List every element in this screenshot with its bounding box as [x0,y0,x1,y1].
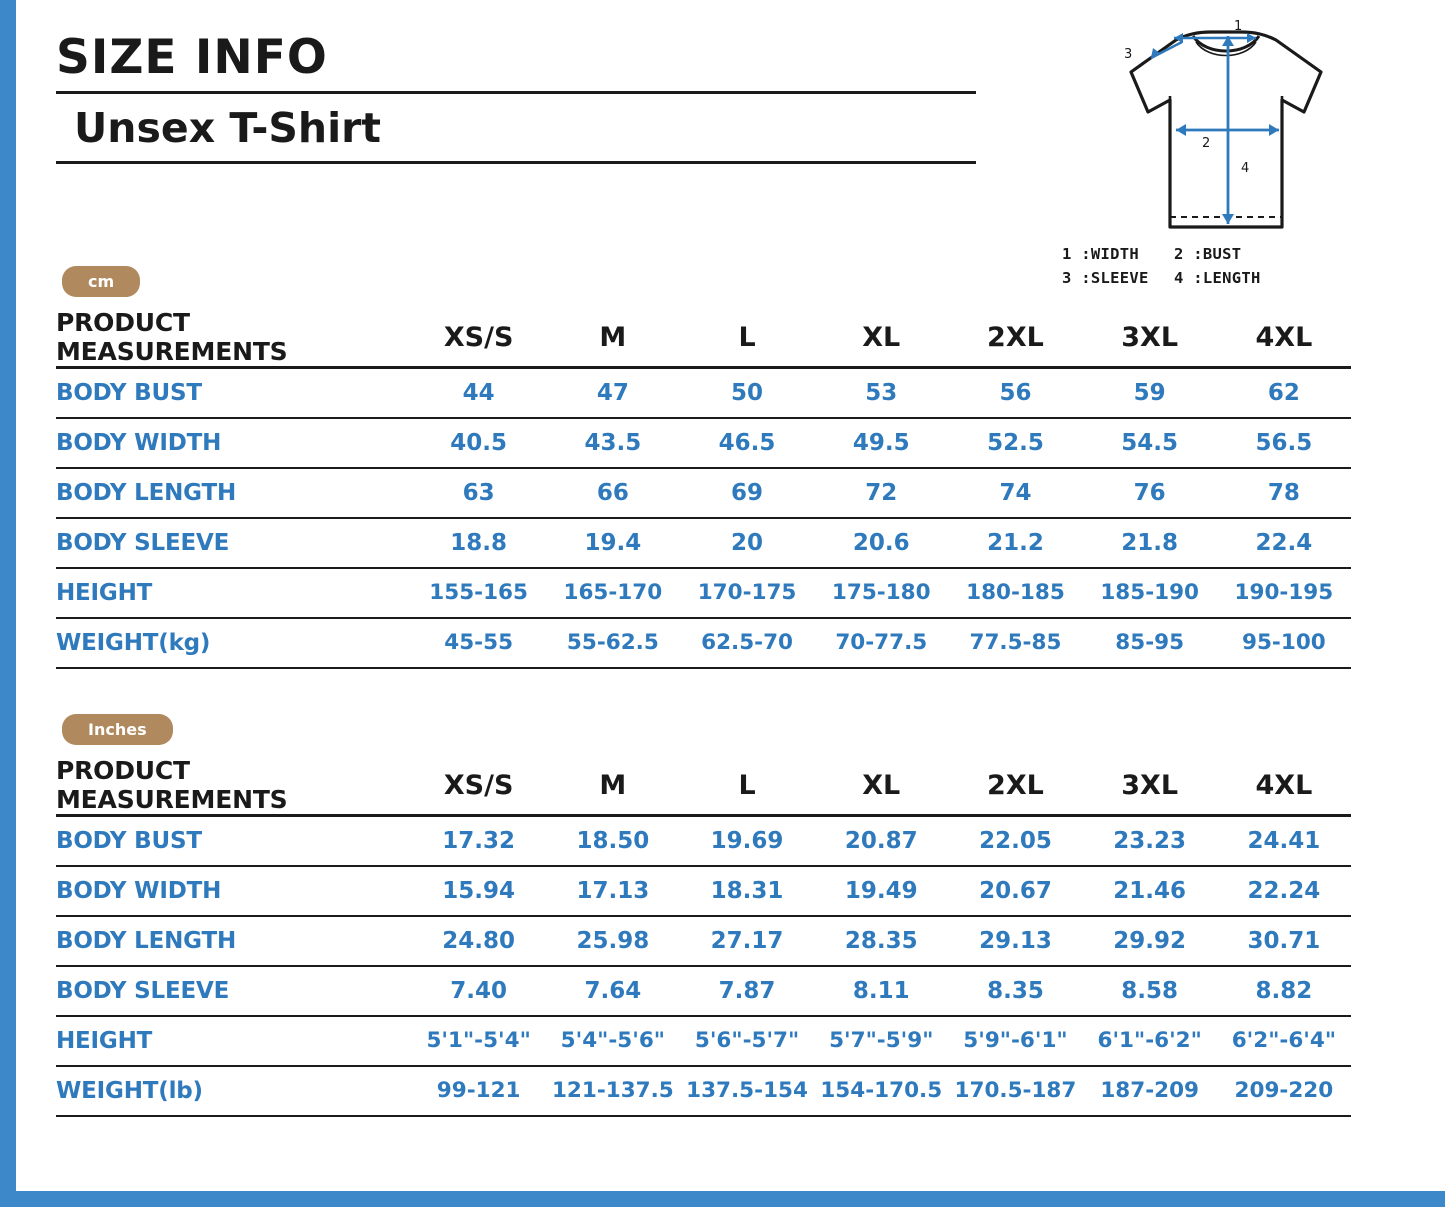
size-table-cm [56,308,1351,669]
row-label: BODY SLEEVE [56,966,412,1016]
cell-value: 19.4 [546,518,680,568]
cell-value: 5'7"-5'9" [814,1016,948,1066]
column-header-xl: XL [814,756,948,816]
unit-badge-cm-wrap [62,266,140,297]
bottom-accent-bar [0,1191,1445,1207]
cell-value: 5'1"-5'4" [412,1016,546,1066]
cell-value: 187-209 [1083,1066,1217,1116]
cell-value: 47 [546,368,680,418]
cell-value: 21.8 [1083,518,1217,568]
unit-badge-inches: Inches [62,714,173,745]
column-header-2xl: 2XL [948,308,1082,368]
legend-item-length: 4 :LENGTH [1174,269,1261,288]
cell-value: 5'4"-5'6" [546,1016,680,1066]
column-header-xs-s: XS/S [412,756,546,816]
table-row [56,866,1351,916]
row-label: BODY SLEEVE [56,518,412,568]
table-row [56,1016,1351,1066]
row-label: BODY BUST [56,368,412,418]
size-chart-page [16,0,1429,1191]
unit-badge-inches-wrap [62,714,173,745]
column-header-measurements: PRODUCT MEASUREMENTS [56,308,412,368]
legend-item-sleeve: 3 :SLEEVE [1062,269,1149,288]
legend-row-1 [1062,242,1261,266]
cell-value: 85-95 [1083,618,1217,668]
table-row [56,368,1351,418]
legend-row-2 [1062,266,1261,290]
column-header-measurements: PRODUCT MEASUREMENTS [56,756,412,816]
cell-value: 23.23 [1083,816,1217,866]
cell-value: 17.32 [412,816,546,866]
column-header-xs-s: XS/S [412,308,546,368]
table-row [56,418,1351,468]
cell-value: 18.8 [412,518,546,568]
cell-value: 7.87 [680,966,814,1016]
cell-value: 19.49 [814,866,948,916]
cell-value: 66 [546,468,680,518]
column-header-4xl: 4XL [1217,756,1351,816]
cell-value: 18.31 [680,866,814,916]
unit-badge-cm: cm [62,266,140,297]
cell-value: 70-77.5 [814,618,948,668]
cell-value: 21.46 [1083,866,1217,916]
table-row [56,618,1351,668]
legend-item-bust: 2 :BUST [1174,245,1242,263]
cell-value: 76 [1083,468,1217,518]
cell-value: 95-100 [1217,618,1351,668]
svg-text:4: 4 [1241,161,1250,176]
cell-value: 59 [1083,368,1217,418]
cell-value: 7.40 [412,966,546,1016]
cell-value: 17.13 [546,866,680,916]
cell-value: 78 [1217,468,1351,518]
cell-value: 7.64 [546,966,680,1016]
legend-item-width: 1 :WIDTH [1062,245,1140,263]
column-header-3xl: 3XL [1083,756,1217,816]
row-label: BODY WIDTH [56,418,412,468]
cell-value: 8.58 [1083,966,1217,1016]
row-label: WEIGHT(lb) [56,1066,412,1116]
row-label: WEIGHT(kg) [56,618,412,668]
cell-value: 8.82 [1217,966,1351,1016]
cell-value: 165-170 [546,568,680,618]
size-table-inches [56,756,1351,1117]
cell-value: 154-170.5 [814,1066,948,1116]
cell-value: 209-220 [1217,1066,1351,1116]
cell-value: 190-195 [1217,568,1351,618]
left-accent-bar [0,0,16,1207]
column-header-2xl: 2XL [948,756,1082,816]
cell-value: 19.69 [680,816,814,866]
table-row [56,1066,1351,1116]
cell-value: 69 [680,468,814,518]
cell-value: 21.2 [948,518,1082,568]
cell-value: 20.67 [948,866,1082,916]
cell-value: 180-185 [948,568,1082,618]
cell-value: 121-137.5 [546,1066,680,1116]
cell-value: 22.24 [1217,866,1351,916]
cell-value: 30.71 [1217,916,1351,966]
column-header-xl: XL [814,308,948,368]
svg-text:3: 3 [1124,47,1133,62]
cell-value: 28.35 [814,916,948,966]
row-label: BODY WIDTH [56,866,412,916]
cell-value: 6'1"-6'2" [1083,1016,1217,1066]
cell-value: 22.4 [1217,518,1351,568]
cell-value: 5'9"-6'1" [948,1016,1082,1066]
page-title: SIZE INFO [56,30,328,85]
table-row [56,966,1351,1016]
cell-value: 52.5 [948,418,1082,468]
cell-value: 25.98 [546,916,680,966]
column-header-l: L [680,308,814,368]
svg-text:2: 2 [1202,136,1211,151]
page-subtitle: Unsex T-Shirt [74,104,381,152]
title-divider-bottom [56,161,976,164]
cell-value: 8.35 [948,966,1082,1016]
cell-value: 77.5-85 [948,618,1082,668]
cell-value: 155-165 [412,568,546,618]
cell-value: 29.13 [948,916,1082,966]
cell-value: 99-121 [412,1066,546,1116]
column-header-3xl: 3XL [1083,308,1217,368]
table-row [56,468,1351,518]
cell-value: 170.5-187 [948,1066,1082,1116]
row-label: HEIGHT [56,568,412,618]
cell-value: 6'2"-6'4" [1217,1016,1351,1066]
row-label: BODY LENGTH [56,468,412,518]
cell-value: 63 [412,468,546,518]
table-row [56,518,1351,568]
row-label: BODY LENGTH [56,916,412,966]
cell-value: 43.5 [546,418,680,468]
table-row [56,916,1351,966]
row-label: BODY BUST [56,816,412,866]
cell-value: 29.92 [1083,916,1217,966]
cell-value: 49.5 [814,418,948,468]
cell-value: 62 [1217,368,1351,418]
column-header-m: M [546,308,680,368]
cell-value: 20.6 [814,518,948,568]
cell-value: 72 [814,468,948,518]
table-row [56,816,1351,866]
cell-value: 20.87 [814,816,948,866]
column-header-4xl: 4XL [1217,308,1351,368]
table-row [56,568,1351,618]
diagram-legend [1062,242,1261,290]
cell-value: 5'6"-5'7" [680,1016,814,1066]
cell-value: 20 [680,518,814,568]
cell-value: 18.50 [546,816,680,866]
cell-value: 45-55 [412,618,546,668]
cell-value: 185-190 [1083,568,1217,618]
cell-value: 8.11 [814,966,948,1016]
cell-value: 46.5 [680,418,814,468]
table-header-row [56,308,1351,368]
svg-text:1: 1 [1234,19,1243,34]
cell-value: 15.94 [412,866,546,916]
column-header-l: L [680,756,814,816]
cell-value: 24.80 [412,916,546,966]
cell-value: 74 [948,468,1082,518]
cell-value: 137.5-154 [680,1066,814,1116]
cell-value: 170-175 [680,568,814,618]
cell-value: 50 [680,368,814,418]
cell-value: 56 [948,368,1082,418]
cell-value: 40.5 [412,418,546,468]
cell-value: 56.5 [1217,418,1351,468]
table-header-row [56,756,1351,816]
cell-value: 27.17 [680,916,814,966]
cell-value: 54.5 [1083,418,1217,468]
cell-value: 44 [412,368,546,418]
column-header-m: M [546,756,680,816]
cell-value: 24.41 [1217,816,1351,866]
cell-value: 53 [814,368,948,418]
cell-value: 62.5-70 [680,618,814,668]
header [56,30,986,164]
cell-value: 22.05 [948,816,1082,866]
row-label: HEIGHT [56,1016,412,1066]
cell-value: 175-180 [814,568,948,618]
cell-value: 55-62.5 [546,618,680,668]
